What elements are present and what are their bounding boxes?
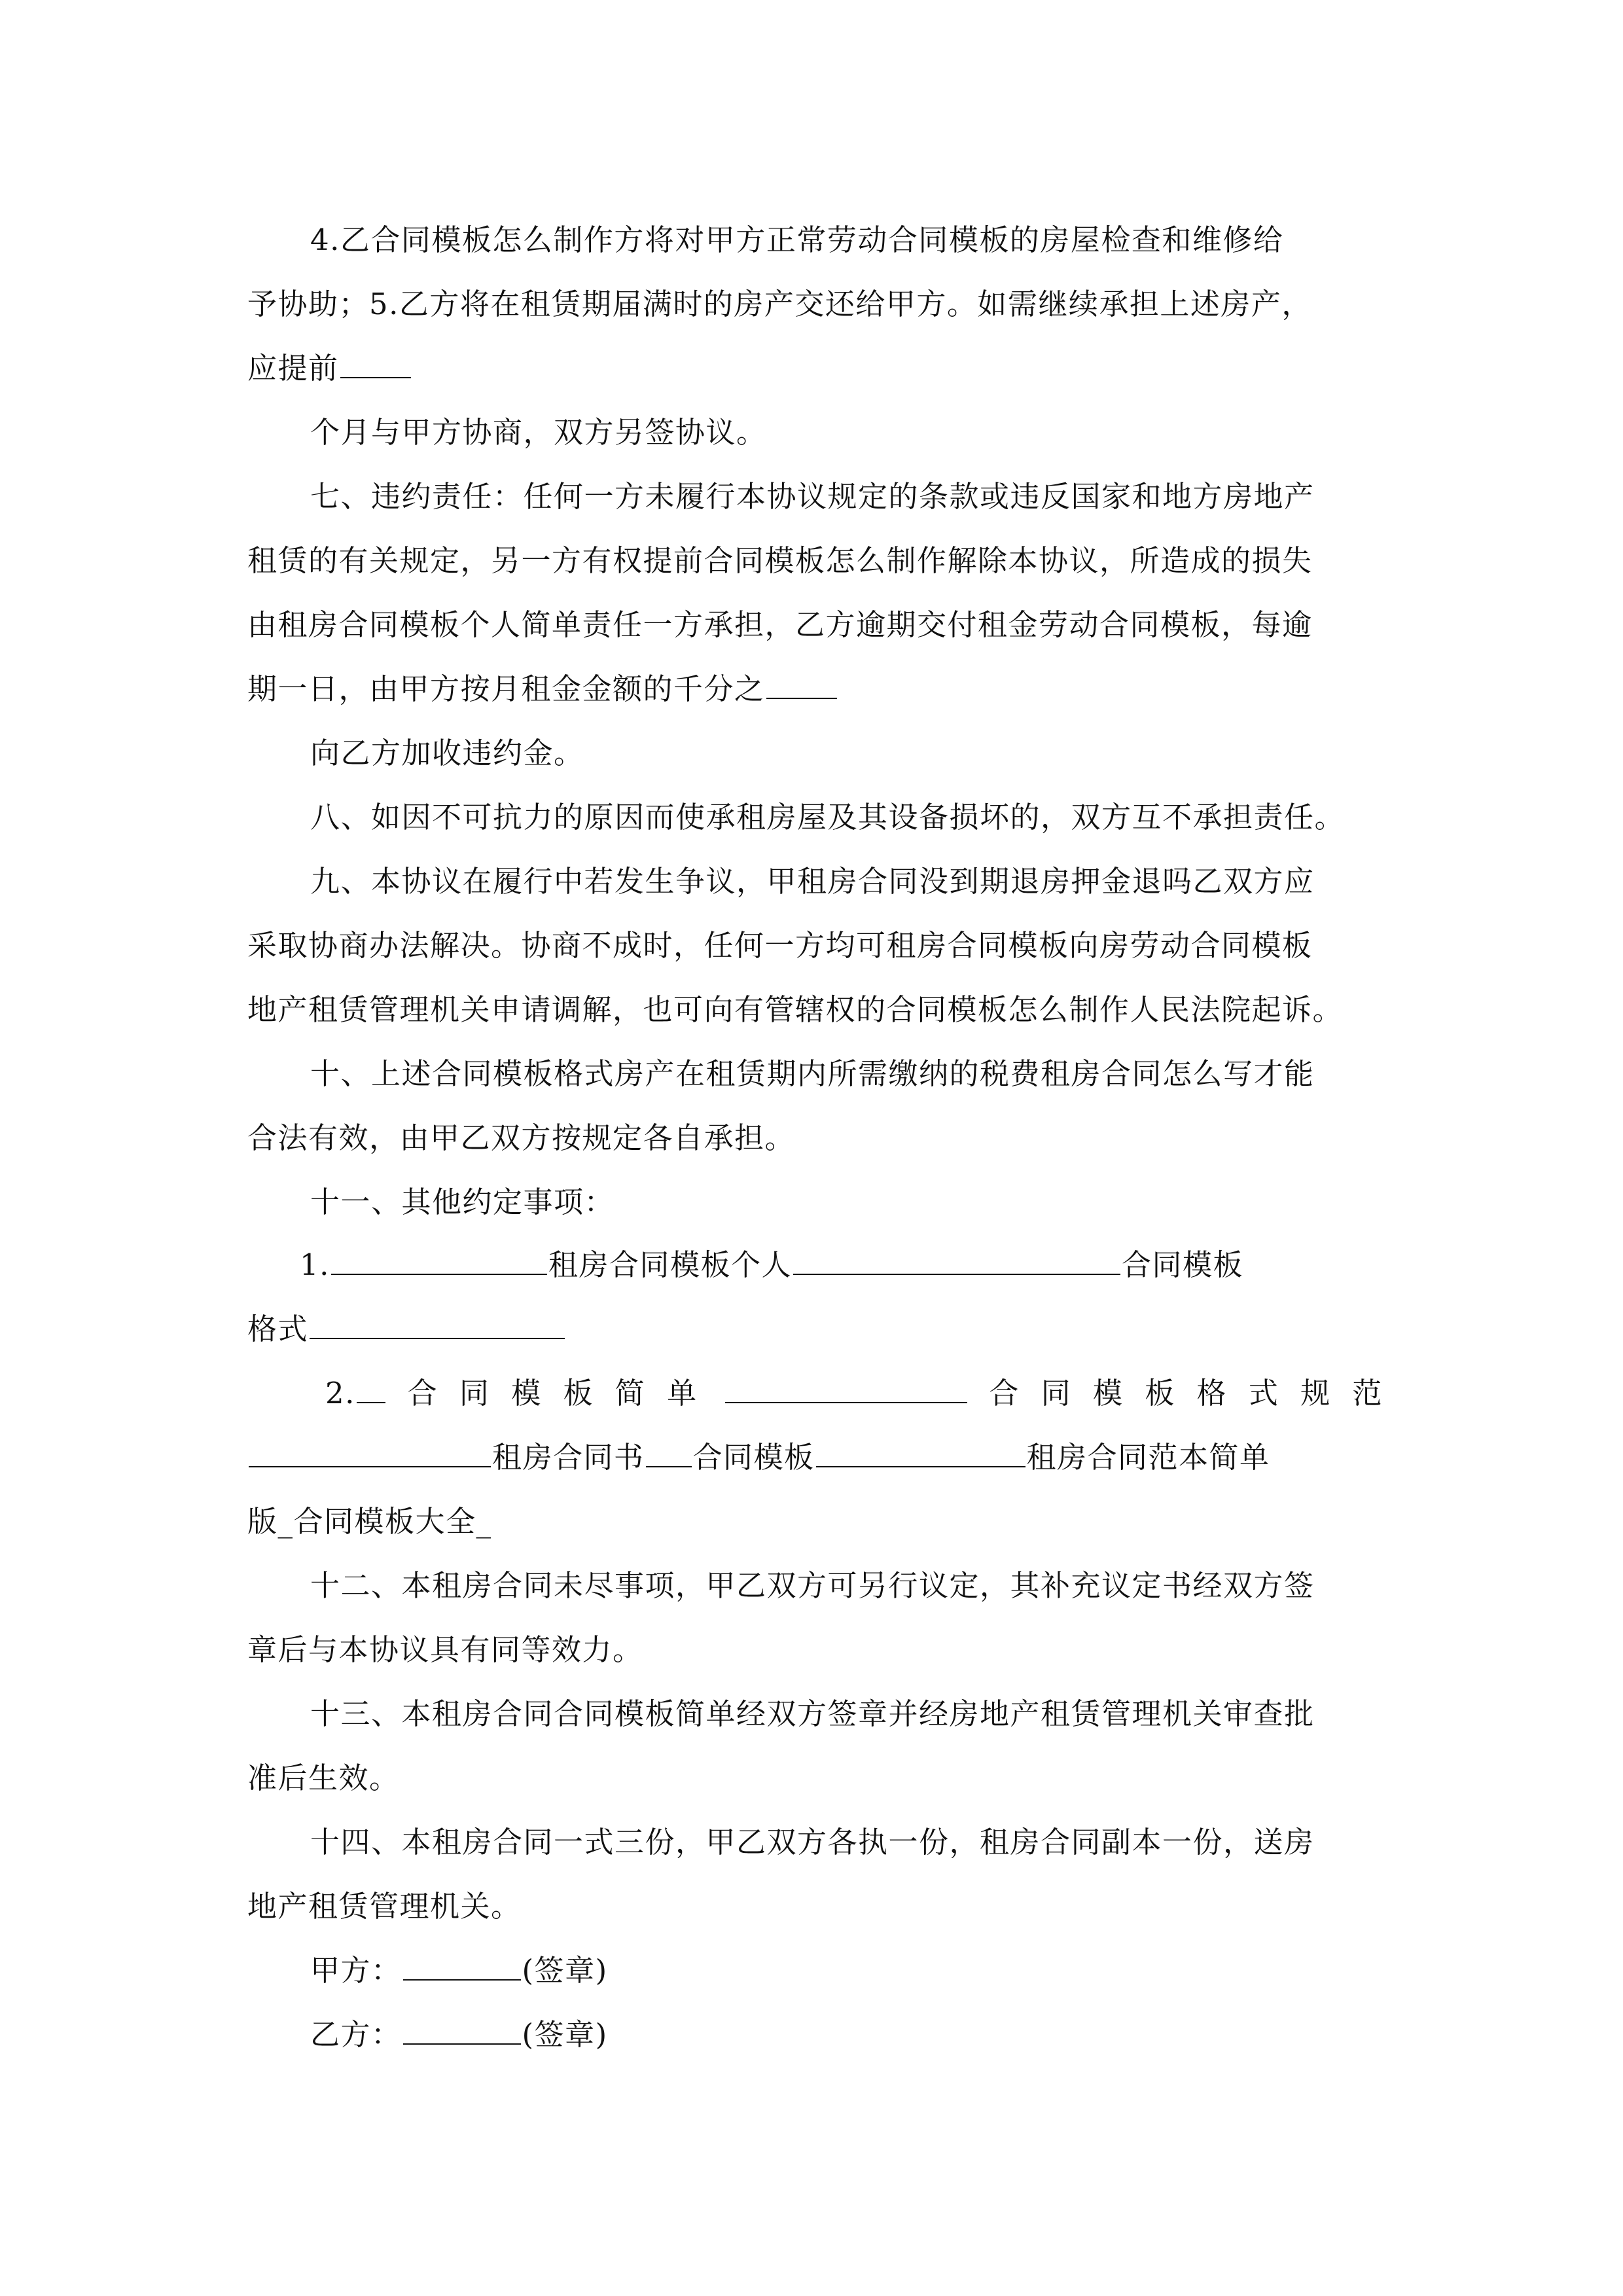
item-text: 合同模板大全: [293, 1504, 476, 1539]
underscore: _: [277, 1504, 294, 1539]
party-label: 乙方：: [310, 2017, 402, 2052]
clause-11-item-2-line-2: [247, 1426, 1374, 1490]
text-line: 个月与甲方协商，双方另签协议。: [310, 415, 767, 450]
signature-field-party-b[interactable]: [403, 2043, 521, 2045]
item-text: 合同模板: [692, 1440, 815, 1475]
clause-9-line-3: [247, 978, 1374, 1042]
blank-field[interactable]: [331, 1273, 547, 1275]
clause-7-line-4: [247, 657, 1374, 721]
text-line: 期一日，由甲方按月租金金额的千分之: [247, 672, 765, 706]
blank-field-penalty-rate[interactable]: [766, 697, 837, 699]
item-number: 2.: [325, 1376, 355, 1410]
text-line: 租赁的有关规定，另一方有权提前合同模板怎么制作解除本协议，所造成的损失: [247, 543, 1313, 578]
clause-11-item-2-line-1: [325, 1361, 1389, 1426]
item-text: 格式: [247, 1312, 309, 1346]
seal-label: (签章): [522, 2017, 608, 2052]
text-line: 应提前: [247, 351, 339, 386]
clause-7-line-3: [247, 593, 1374, 657]
text-line: 由租房合同模板个人简单责任一方承担，乙方逾期交付租金劳动合同模板，每逾: [247, 607, 1313, 642]
clause-14-line-2: [247, 1874, 1374, 1939]
text-line: 合法有效，由甲乙双方按规定各自承担。: [247, 1121, 796, 1155]
item-text: 版: [247, 1504, 278, 1539]
blank-field[interactable]: [357, 1401, 385, 1403]
text-line: 十一、其他约定事项：: [310, 1185, 615, 1219]
clause-9-line-1: [310, 850, 1374, 914]
clause-13-line-1: [310, 1682, 1374, 1746]
item-text: 租房合同书: [492, 1440, 645, 1475]
blank-field[interactable]: [725, 1401, 967, 1403]
item-text: 合 同 模 板 格 式 规 范: [989, 1376, 1389, 1410]
clause-5-line-1: [247, 272, 1374, 336]
text-line: 十二、本租房合同未尽事项，甲乙双方可另行议定，其补充议定书经双方签: [310, 1568, 1315, 1603]
clause-11-heading: [310, 1170, 1374, 1234]
clause-5-line-3: [310, 401, 1374, 465]
underscore: _: [476, 1504, 492, 1539]
blank-field[interactable]: [816, 1465, 1026, 1467]
blank-field[interactable]: [793, 1273, 1120, 1275]
clause-13-line-2: [247, 1746, 1374, 1810]
text-line: 章后与本协议具有同等效力。: [247, 1632, 643, 1667]
clause-12-line-2: [247, 1618, 1374, 1682]
clause-4-line-1: [310, 208, 1374, 272]
item-text: 合同模板: [1121, 1247, 1243, 1282]
clause-14-line-1: [310, 1810, 1374, 1874]
clause-7-line-2: [247, 529, 1374, 593]
blank-field[interactable]: [310, 1337, 565, 1339]
clause-11-item-1-line-2: [247, 1297, 1374, 1361]
text-line: 八、如因不可抗力的原因而使承租房屋及其设备损坏的，双方互不承担责任。: [310, 800, 1346, 834]
text-line: 十三、本租房合同合同模板简单经双方签章并经房地产租赁管理机关审查批: [310, 1696, 1315, 1731]
clause-10-line-2: [247, 1106, 1374, 1170]
text-line: 4.乙合同模板怎么制作方将对甲方正常劳动合同模板的房屋检查和维修给: [310, 223, 1284, 257]
clause-11-item-1-line-1: [300, 1233, 1364, 1297]
text-line: 准后生效。: [247, 1761, 400, 1795]
clause-7-line-1: [310, 465, 1374, 529]
item-text: 租房合同范本简单: [1026, 1440, 1270, 1475]
text-line: 予协助；5.乙方将在租赁期届满时的房产交还给甲方。如需继续承担上述房产，: [247, 287, 1312, 321]
clause-5-line-2: [247, 336, 1374, 401]
text-line: 九、本协议在履行中若发生争议，甲租房合同没到期退房押金退吗乙双方应: [310, 864, 1315, 899]
blank-field[interactable]: [249, 1465, 491, 1467]
clause-7-line-5: [310, 721, 1374, 785]
text-line: 采取协商办法解决。协商不成时，任何一方均可租房合同模板向房劳动合同模板: [247, 928, 1313, 963]
text-line: 地产租赁管理机关申请调解，也可向有管辖权的合同模板怎么制作人民法院起诉。: [247, 992, 1344, 1027]
text-line: 十四、本租房合同一式三份，甲乙双方各执一份，租房合同副本一份，送房: [310, 1825, 1315, 1859]
signature-party-a: [310, 1939, 1374, 2003]
clause-8-line-1: [310, 785, 1374, 850]
clause-11-item-2-line-3: [247, 1490, 1374, 1554]
party-label: 甲方：: [310, 1953, 402, 1988]
item-text: 租房合同模板个人: [548, 1247, 792, 1282]
text-line: 向乙方加收违约金。: [310, 736, 584, 770]
signature-field-party-a[interactable]: [403, 1979, 521, 1981]
seal-label: (签章): [522, 1953, 608, 1988]
text-line: 十、上述合同模板格式房产在租赁期内所需缴纳的税费租房合同怎么写才能: [310, 1056, 1315, 1091]
clause-10-line-1: [310, 1042, 1374, 1106]
blank-field-months[interactable]: [340, 376, 411, 378]
signature-party-b: [310, 2003, 1374, 2067]
clause-12-line-1: [310, 1554, 1374, 1618]
blank-field[interactable]: [646, 1465, 692, 1467]
clause-9-line-2: [247, 914, 1374, 978]
text-line: 七、违约责任：任何一方未履行本协议规定的条款或违反国家和地方房地产: [310, 479, 1315, 514]
text-line: 地产租赁管理机关。: [247, 1889, 522, 1924]
item-number: 1.: [300, 1247, 330, 1282]
item-text: 合 同 模 板 简 单: [407, 1376, 704, 1410]
